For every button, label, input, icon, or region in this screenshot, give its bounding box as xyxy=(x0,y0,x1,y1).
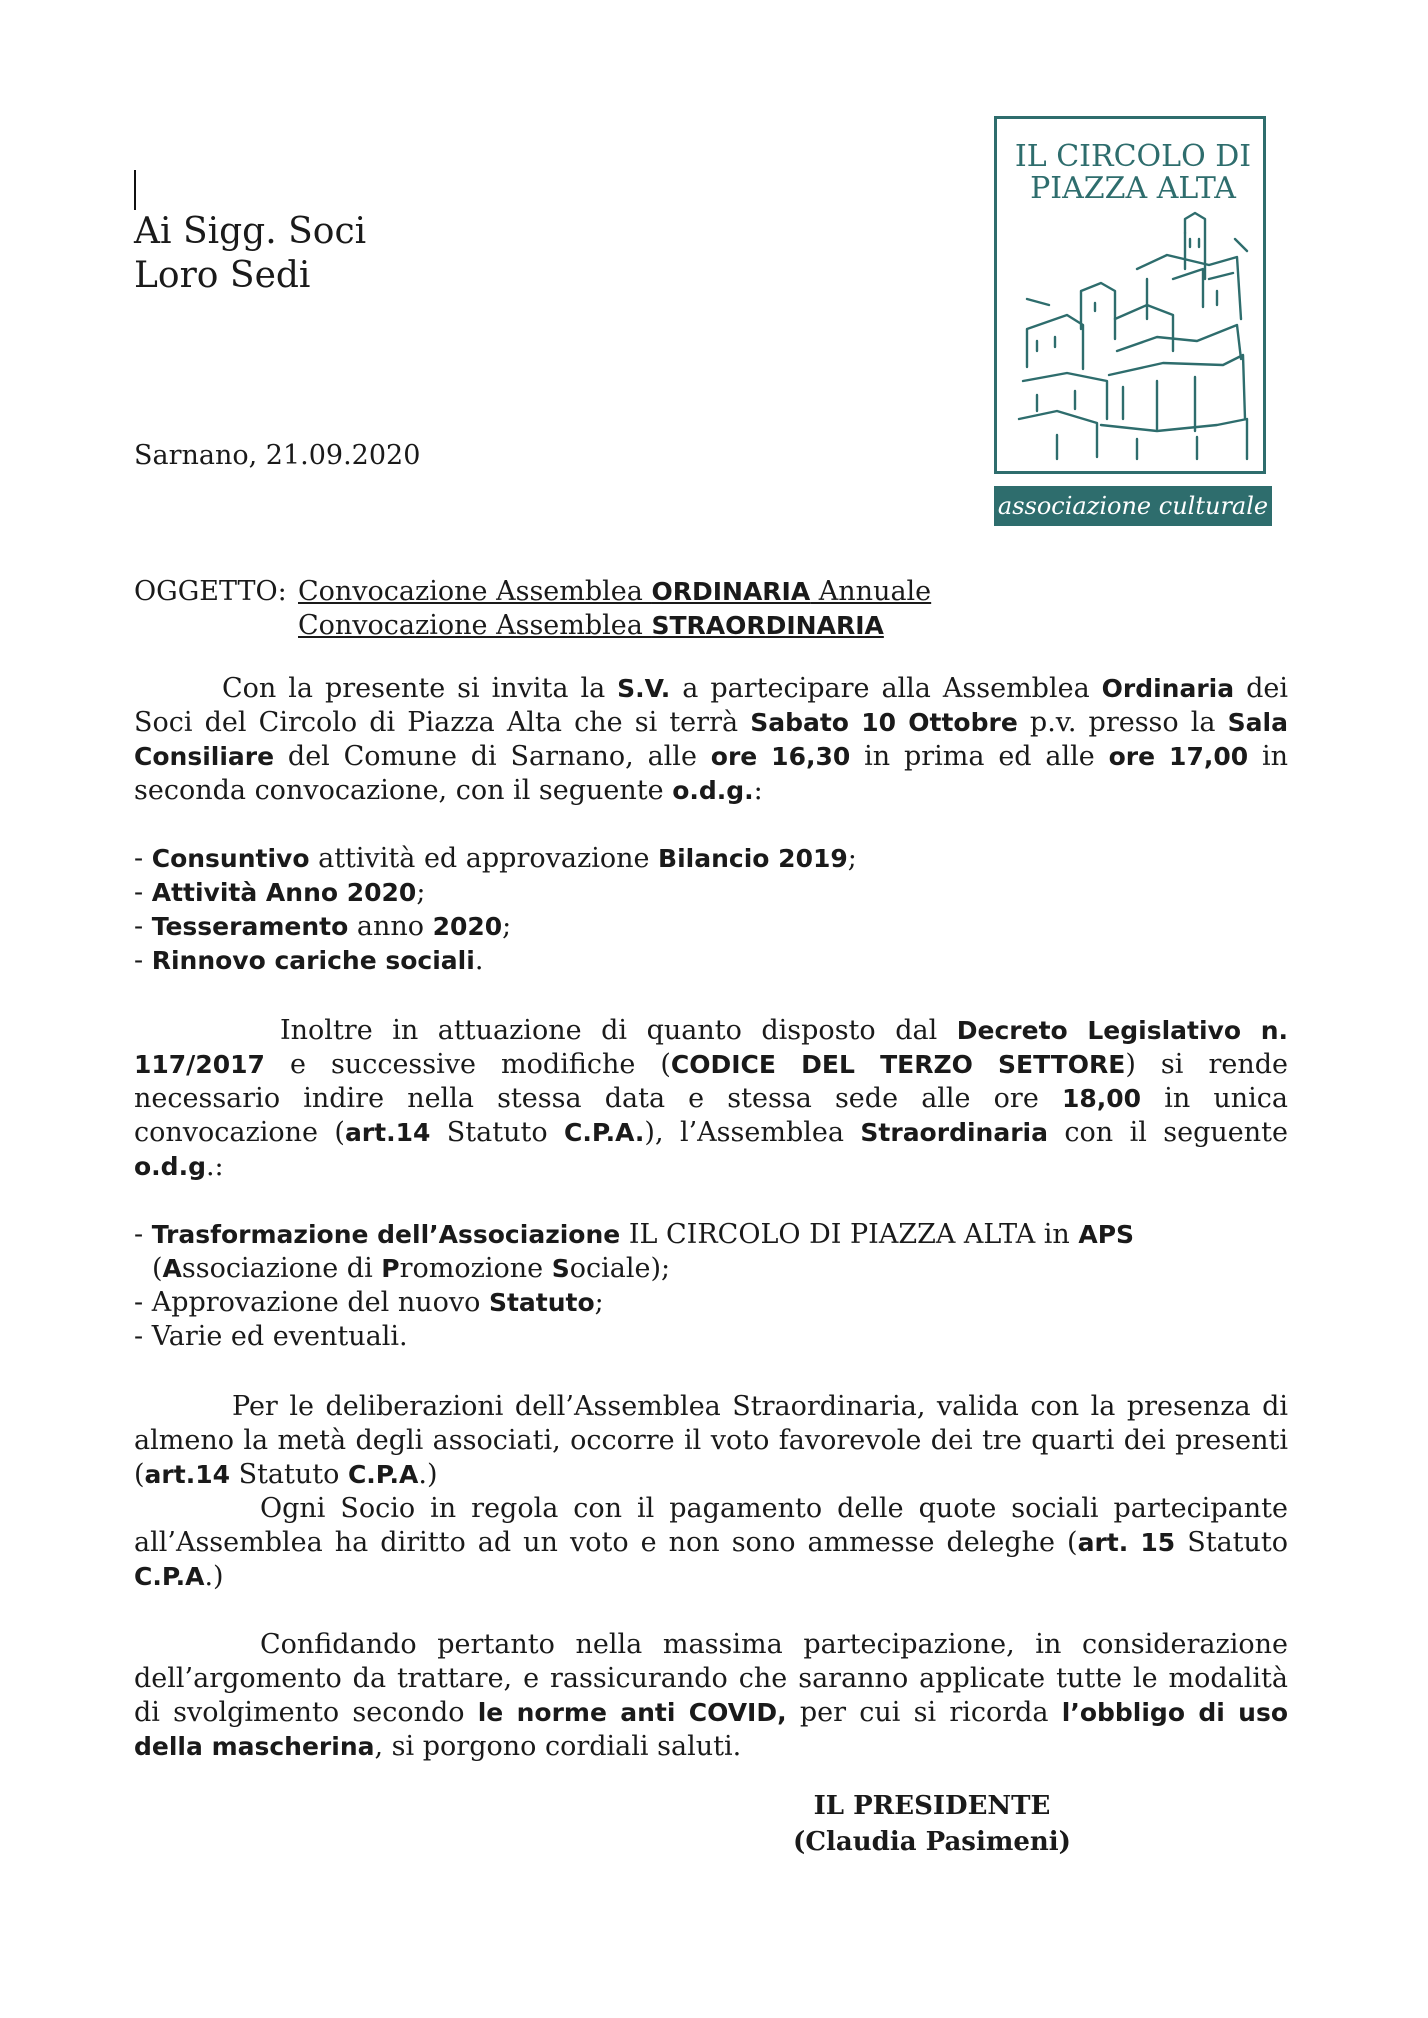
list-item: - Varie ed eventuali. xyxy=(134,1321,408,1352)
logo xyxy=(994,116,1274,526)
recipient xyxy=(134,210,366,298)
text-cursor xyxy=(134,170,136,210)
list-item: - Trasformazione dell’Associazione IL CIRCOLO DI PIAZZA ALTA in APS xyxy=(134,1219,1135,1250)
logo-title-line2: PIAZZA ALTA xyxy=(1030,171,1236,206)
letter-body xyxy=(134,672,1288,1764)
agenda-ordinary xyxy=(134,842,1288,978)
paragraph-deliberations: Per le deliberazioni dell’Assemblea Straordinaria, valida con la presenza di almeno la metà degli associati, occorre il voto favorevole dei tre quarti dei presenti (art.14 Statuto C.P.A.) xyxy=(134,1391,1288,1490)
letter-date: Sarnano, 21.09.2020 xyxy=(134,440,421,471)
list-item: - Tesseramento anno 2020; xyxy=(134,911,512,942)
list-item: - Rinnovo cariche sociali. xyxy=(134,945,484,976)
list-item-continuation: (Associazione di Promozione Sociale); xyxy=(152,1253,671,1284)
subject-line2: Convocazione Assemblea STRAORDINARIA xyxy=(298,610,884,641)
subject xyxy=(134,575,931,643)
signature xyxy=(782,1788,1082,1860)
paragraph-ordinary: Con la presente si invita la S.V. a partecipare alla Assemblea Ordinaria dei Soci del Circolo di Piazza Alta che si terrà Sabato 10 Ottobre p.v. presso la Sala Consiliare del Comune di Sarnano, alle ore 16,30 in prima ed alle ore 17,00 in seconda convocazione, con il seguente o.d.g.: xyxy=(134,673,1288,806)
list-item: - Approvazione del nuovo Statuto; xyxy=(134,1287,604,1318)
agenda-extraordinary xyxy=(134,1218,1288,1354)
signature-name: (Claudia Pasimeni) xyxy=(793,1827,1071,1857)
signature-title: IL PRESIDENTE xyxy=(813,1791,1051,1821)
subject-line1: Convocazione Assemblea ORDINARIA Annuale xyxy=(298,576,932,607)
recipient-line1: Ai Sigg. Soci xyxy=(134,211,367,252)
logo-tagline: associazione culturale xyxy=(994,486,1272,526)
paragraph-extraordinary: Inoltre in attuazione di quanto disposto dal Decreto Legislativo n. 117/2017 e successive modifiche (CODICE DEL TERZO SETTORE) si rende necessario indire nella stessa data e stessa sede alle ore 18,00 in unica convocazione (art.14 Statuto C.P.A.), l’Assemblea Straordinaria con il seguente o.d.g.: xyxy=(134,1015,1288,1182)
town-illustration-icon xyxy=(997,119,1269,477)
subject-label: OGGETTO: xyxy=(134,576,287,607)
list-item: - Consuntivo attività ed approvazione Bilancio 2019; xyxy=(134,843,857,874)
list-item: - Attività Anno 2020; xyxy=(134,877,426,908)
recipient-line2: Loro Sedi xyxy=(134,255,311,296)
logo-title-line1: IL CIRCOLO DI xyxy=(1014,139,1252,174)
paragraph-voting: Ogni Socio in regola con il pagamento delle quote sociali partecipante all’Assemblea ha diritto ad un voto e non sono ammesse deleghe (art. 15 Statuto C.P.A.) xyxy=(134,1493,1289,1592)
logo-frame xyxy=(994,116,1266,474)
paragraph-closing: Confidando pertanto nella massima partecipazione, in considerazione dell’argomento da trattare, e rassicurando che saranno applicate tutte le modalità di svolgimento secondo le norme anti COVID, per cui si ricorda l’obbligo di uso della mascherina, si porgono cordiali saluti. xyxy=(134,1629,1288,1762)
